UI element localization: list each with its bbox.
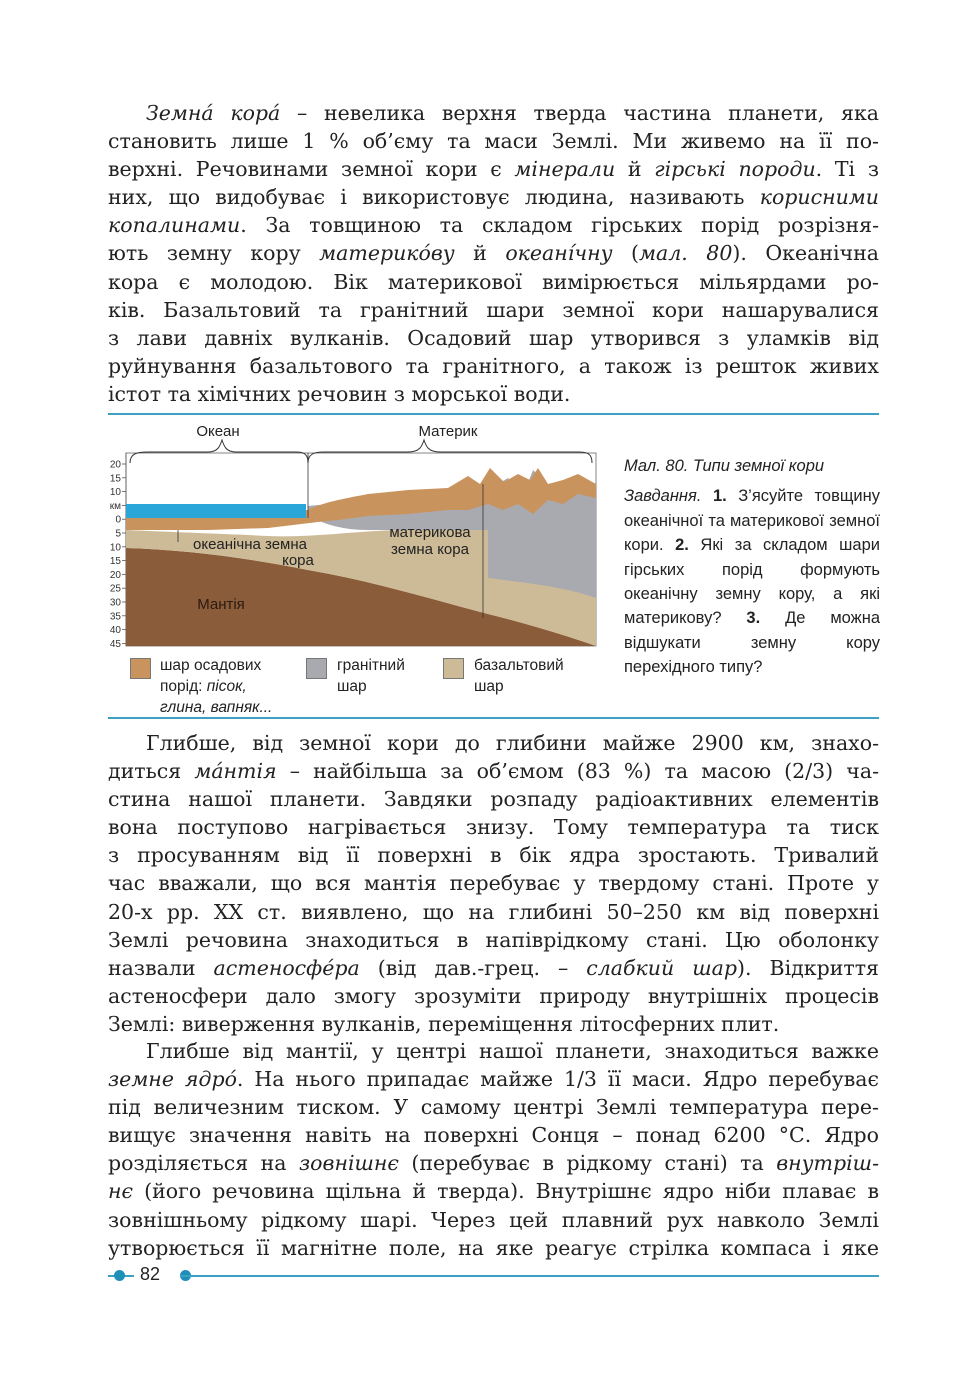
text-line: розділяється на зовнішнє (перебуває в рідкому стані) та внутріш-: [108, 1151, 879, 1176]
legend-granite-line1: гранітний: [337, 657, 405, 674]
text-line: Землі: виверження вулканів, переміщення літосферних плит.: [108, 1011, 780, 1036]
text-line: ків. Базальтовий та гранітний шари земної кори нашарувалися: [108, 297, 879, 322]
oceanic-crust-label-2: кора: [282, 552, 314, 569]
text-line: копалинами. За товщиною та складом гірських порід розрізня-: [108, 213, 879, 238]
continental-crust-label-1: материкова: [389, 524, 471, 541]
paragraph-mantle: [108, 729, 879, 1038]
axis-tick-label: 15: [109, 473, 121, 485]
legend-basalt: [474, 655, 564, 697]
figure-bottom-rule: [108, 717, 879, 719]
text-line: руйнування базальтового та гранітного, а також із решток живих: [108, 353, 879, 378]
paragraph-core: [108, 1037, 879, 1262]
footer-rule: [180, 1275, 879, 1277]
axis-tick-label: 35: [109, 611, 121, 623]
text-line: вона поступово нагрівається знизу. Тому температура та тиск: [108, 815, 879, 840]
footer-dot-left: [114, 1270, 125, 1281]
text-line: 20-х рр. XX ст. виявлено, що на глибині 50–250 км від поверхні: [108, 899, 879, 924]
caption-title: Мал. 80. Типи земної кори: [624, 457, 825, 475]
paragraph-earth-crust: [108, 99, 879, 408]
legend-basalt-line2: шар: [474, 678, 504, 695]
text-line: нє (його речовина щільна й тверда). Внутрішнє ядро ніби плаває в: [108, 1179, 879, 1204]
axis-tick-label: 15: [109, 556, 121, 568]
legend-swatch-sediment: [130, 658, 151, 679]
depth-axis: [110, 460, 126, 650]
legend-sediment-line2: порід: пісок,: [160, 678, 247, 695]
text-line: істот та хімічних речовин з морської води.: [108, 381, 571, 406]
text-line: під величезним тиском. У самому центрі Землі температура пере-: [108, 1095, 879, 1120]
text-line: них, що видобуває і використовує людина, називають корисними: [108, 185, 879, 210]
axis-tick-label: 10: [109, 542, 121, 554]
axis-tick-label: 10: [109, 487, 121, 499]
text-line: становить лише 1 % об’єму та маси Землі. Ми живемо на її по-: [108, 129, 879, 154]
legend-sediment-line3: глина, вапняк...: [160, 699, 273, 716]
text-line: Земна́ кора́ – невелика верхня тверда частина планети, яка: [146, 101, 880, 125]
legend-swatch-granite: [306, 658, 327, 679]
axis-tick-label: км: [109, 500, 121, 512]
axis-tick-label: 5: [115, 528, 121, 540]
text-line: час вважали, що вся мантія перебуває у твердому стані. Проте у: [108, 871, 879, 896]
text-line: з просуванням від її поверхні в бік ядра зростають. Тривалий: [108, 843, 879, 868]
text-line: Глибше, від земної кори до глибини майже 2900 км, знахо-: [146, 731, 879, 755]
ocean-water: [126, 504, 306, 518]
text-line: назвали астеносфе́ра (від дав.-грец. – слабкий шар). Відкриття: [108, 955, 879, 980]
text-line: диться ма́нтія – найбільша за об’ємом (83 %) та масою (2/3) ча-: [108, 759, 879, 784]
axis-tick-label: 45: [109, 638, 121, 650]
mantle-label: Мантія: [197, 596, 245, 613]
text-line: земне ядро́. На нього припадає майже 1/3 її маси. Ядро перебуває: [108, 1067, 879, 1092]
axis-tick-label: 40: [109, 625, 121, 637]
text-line: зовнішньому рідкому шарі. Через цей плавний рух навколо Землі: [108, 1207, 879, 1232]
axis-tick-label: 20: [109, 459, 121, 471]
ocean-bracket: [130, 440, 308, 463]
text-line: астеносфери дало змогу зрозуміти природу внутрішніх процесів: [108, 983, 879, 1008]
continental-crust-label-2: земна кора: [391, 541, 469, 558]
text-line: утворюється її магнітне поле, на яке реагує стрілка компаса і яке: [108, 1235, 879, 1260]
legend-sediment-line1: шар осадових: [160, 657, 262, 674]
axis-tick-label: 20: [109, 569, 121, 581]
figure-caption: [624, 454, 880, 680]
text-line: ють земну кору материко́ву й океані́чну (мал. 80). Океанічна: [108, 241, 880, 266]
text-line: вищує значення навіть на поверхні Сонця – понад 6200 °С. Ядро: [108, 1123, 879, 1148]
axis-tick-label: 25: [109, 583, 121, 595]
legend-granite: [337, 655, 405, 697]
caption-task: Завдання. 1. З’ясуйте товщину океанічної та материкової земної кори. 2. Які за складом шари гірських порід формують океанічну земну кору, а які материкову? 3. Де можна відшукати земну кору перехідного типу?: [624, 487, 881, 677]
continent-bracket: [308, 440, 592, 463]
figure-top-rule: [108, 413, 879, 415]
ocean-label: Океан: [196, 423, 240, 440]
legend-granite-line2: шар: [337, 678, 367, 695]
axis-tick-label: 30: [109, 597, 121, 609]
legend-swatch-basalt: [443, 658, 464, 679]
text-line: з лави давніх вулканів. Осадовий шар утворився з уламків від: [108, 325, 879, 350]
legend-basalt-line1: базальтовий: [474, 657, 564, 674]
text-line: стина нашої планети. Завдяки розпаду радіоактивних елементів: [108, 787, 879, 812]
continent-label: Материк: [418, 423, 478, 440]
axis-tick-label: 0: [115, 514, 121, 526]
page-number: 82: [140, 1264, 161, 1284]
text-line: верхні. Речовинами земної кори є мінерали й гірські породи. Ті з: [108, 157, 879, 182]
legend-sediment: [160, 655, 272, 718]
text-line: кора є молодою. Вік материкової вимірюється мільярдами ро-: [108, 269, 879, 294]
oceanic-crust-label-1: океанічна земна: [193, 536, 307, 553]
text-line: Глибше від мантії, у центрі нашої планети, знаходиться важке: [146, 1039, 879, 1063]
text-line: Землі речовина знаходиться в напіврідкому стані. Цю оболонку: [108, 927, 879, 952]
